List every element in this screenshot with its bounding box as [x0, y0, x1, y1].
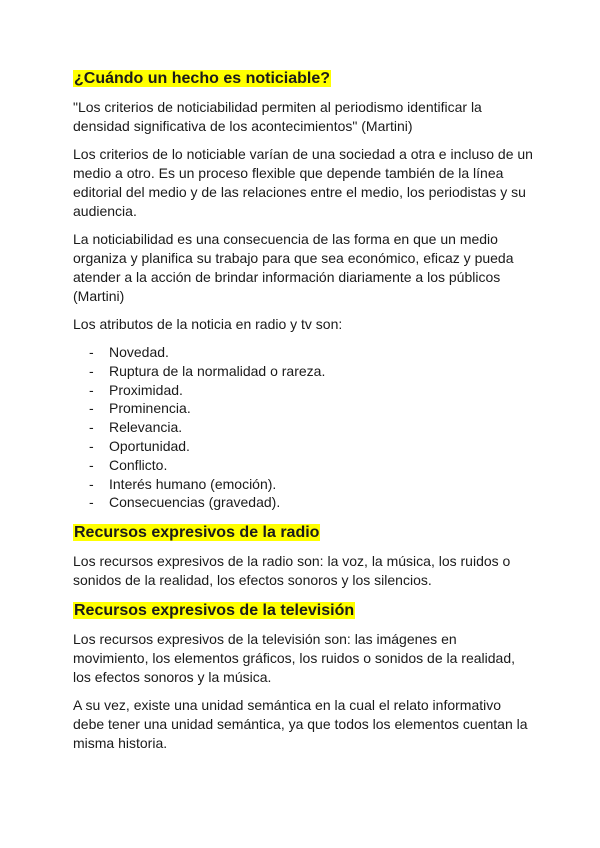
list-item-text: Conflicto. [109, 456, 168, 473]
paragraph-television: Los recursos expresivos de la televisión son: las imágenes en movimiento, los elementos gráficos, los ruidos o sonidos de la realidad, los efectos sonoros y la música. [73, 631, 516, 686]
list-item [73, 475, 533, 494]
list-item [73, 343, 533, 362]
document-page [73, 68, 533, 753]
paragraph-unidad-semantica: A su vez, existe una unidad semántica en la cual el relato informativo debe tener una unidad semántica, ya que todos los elementos cuentan la misma historia. [73, 697, 528, 752]
heading-noticiable-text: ¿Cuándo un hecho es noticiable? [74, 70, 331, 87]
list-item [73, 362, 533, 381]
paragraph-quote-martini: "Los criterios de noticiabilidad permiten al periodismo identificar la densidad significativa de los acontecimientos" (Martini) [73, 99, 482, 134]
bullet-dash: - [89, 400, 94, 417]
list-item [73, 493, 533, 512]
heading-noticiable [73, 68, 533, 90]
list-item [73, 418, 533, 437]
list-item-text: Relevancia. [109, 419, 183, 436]
list-item-text: Oportunidad. [109, 437, 190, 454]
bullet-dash: - [89, 362, 94, 379]
paragraph-atributos-intro: Los atributos de la noticia en radio y tv son: [73, 316, 343, 332]
paragraph-criterios: Los criterios de lo noticiable varían de una sociedad a otra e incluso de un medio a otro. Es un proceso flexible que depende también de la línea editorial del medio y de las relaciones entre el medio, los periodistas y su audiencia. [73, 146, 533, 219]
list-item-text: Consecuencias (gravedad). [109, 494, 281, 511]
heading-television-text: Recursos expresivos de la televisión [74, 602, 355, 620]
bullet-dash: - [89, 437, 94, 454]
list-item [73, 381, 533, 400]
bullet-dash: - [89, 494, 94, 511]
list-item [73, 399, 533, 418]
heading-radio [73, 522, 533, 544]
list-item-text: Novedad. [109, 344, 169, 360]
heading-radio-text: Recursos expresivos de la radio [74, 524, 320, 542]
heading-television [73, 600, 533, 622]
list-item-text: Ruptura de la normalidad o rareza. [109, 362, 326, 379]
bullet-dash: - [89, 475, 94, 492]
bullet-dash: - [89, 344, 94, 360]
bullet-dash: - [89, 419, 94, 436]
list-item-text: Proximidad. [109, 381, 183, 398]
bullet-dash: - [89, 456, 94, 473]
bullet-dash: - [89, 381, 94, 398]
list-item-text: Interés humano (emoción). [109, 475, 277, 492]
attributes-list [73, 343, 533, 512]
list-item [73, 456, 533, 475]
paragraph-noticiabilidad: La noticiabilidad es una consecuencia de las forma en que un medio organiza y planifica su trabajo para que sea económico, eficaz y pueda atender a la acción de brindar información diariamente a los públicos (Martini) [73, 231, 514, 304]
paragraph-radio: Los recursos expresivos de la radio son: la voz, la música, los ruidos o sonidos de la realidad, los efectos sonoros y los silencios. [73, 553, 511, 589]
list-item-text: Prominencia. [109, 400, 191, 417]
list-item [73, 437, 533, 456]
